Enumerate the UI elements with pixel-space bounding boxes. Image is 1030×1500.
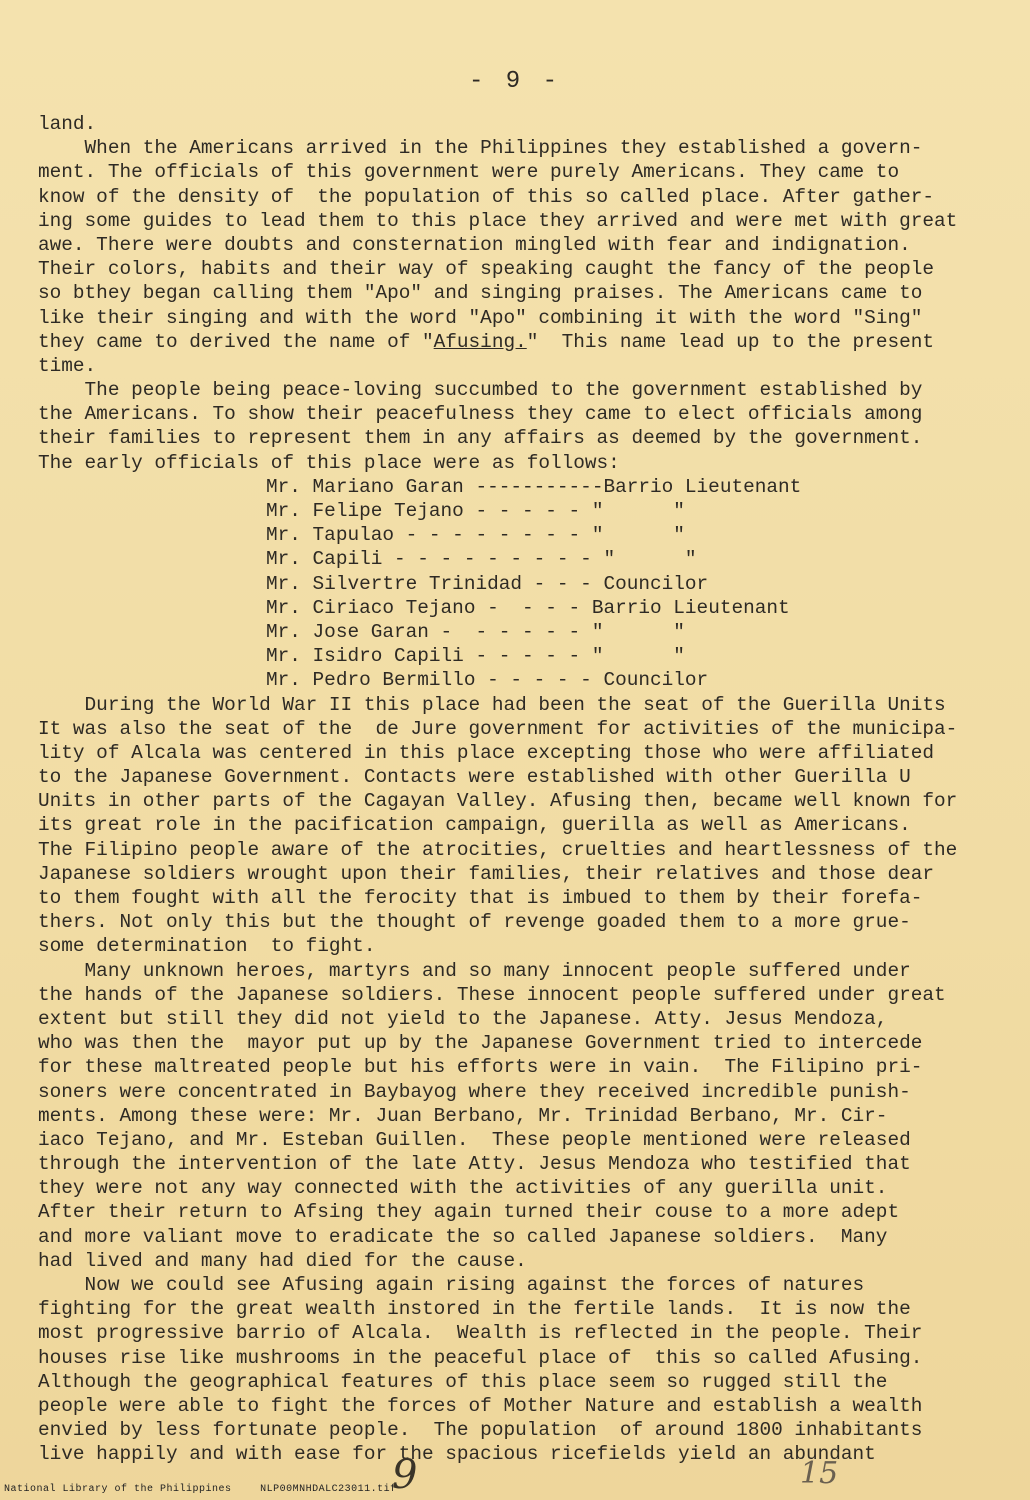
official-title: Barrio Lieutenant — [603, 475, 802, 498]
official-title: " " — [591, 500, 685, 522]
official-name: Mr. Silvertre Trinidad — [266, 572, 534, 595]
body-text — [38, 112, 998, 1467]
official-row — [266, 499, 998, 523]
afusing-line — [38, 330, 998, 354]
text-line: The early officials of this place were as follows: — [38, 451, 620, 474]
paragraph-block-c — [38, 693, 998, 1467]
text-line: some determination to fight. — [38, 935, 376, 958]
official-title: " " — [603, 548, 697, 571]
handwritten-page-mark: 9 — [392, 1452, 418, 1498]
text-line: Units in other parts of the Cagayan Valley. Afusing then, became well known for — [38, 790, 958, 813]
official-leader-dashes: ----------- — [475, 475, 604, 498]
official-leader-dashes: - - - — [533, 572, 604, 595]
footer-library: National Library of the Philippines — [4, 1484, 232, 1495]
text-line: lity of Alcala was centered in this place excepting those who were affiliated — [38, 741, 934, 764]
text-line: houses rise like mushrooms in the peaceful place of this so called Afusing. — [38, 1346, 923, 1369]
official-row — [266, 668, 998, 692]
text-line: like their singing and with the word "Apo" combining it with the word "Sing" — [38, 306, 923, 329]
footer-file: NLP00MNHDALC23011.tif — [260, 1484, 397, 1495]
text-line: Now we could see Afusing again rising against the forces of natures — [38, 1274, 865, 1296]
official-title: Councilor — [603, 572, 709, 595]
official-name: Mr. Felipe Tejano — [266, 500, 476, 522]
text-line: ing some guides to lead them to this place they arrived and were met with great — [38, 209, 958, 232]
official-leader-dashes: - - - - - - — [440, 620, 592, 643]
text-line: their families to represent them in any affairs as deemed by the government. — [38, 427, 923, 450]
text-line: Although the geographical features of this place seem so rugged still the — [38, 1370, 888, 1393]
text-line: awe. There were doubts and consternation mingled with fear and indignation. — [38, 233, 911, 256]
text-line: The people being peace-loving succumbed to the government established by — [38, 379, 923, 402]
text-line: The Filipino people aware of the atrocities, cruelties and heartlessness of the — [38, 838, 958, 861]
text-line: most progressive barrio of Alcala. Wealth is reflected in the people. Their — [38, 1322, 923, 1345]
text-line: During the World War II this place had been the seat of the Guerilla Units — [38, 693, 946, 716]
official-row — [266, 523, 998, 547]
official-name: Mr. Capili — [266, 548, 394, 571]
scan-footer — [4, 1484, 419, 1495]
text-line: the hands of the Japanese soldiers. These innocent people suffered under great — [38, 983, 946, 1006]
official-name: Mr. Ciriaco Tejano — [266, 596, 488, 619]
text-line: live happily and with ease for the spacious ricefields yield an abundant — [38, 1443, 876, 1466]
official-name: Mr. Isidro Capili — [266, 645, 476, 668]
official-leader-dashes: - - - - - - - - — [405, 524, 592, 547]
text-line: for these maltreated people but his efforts were in vain. The Filipino pri- — [38, 1056, 923, 1079]
text-line: people were able to fight the forces of Mother Nature and establish a wealth — [38, 1394, 923, 1417]
text-line: the Americans. To show their peacefulness they came to elect officials among — [38, 403, 923, 426]
text-line: its great role in the pacification campaign, guerilla as well as Americans. — [38, 814, 911, 837]
text-line: through the intervention of the late Atty. Jesus Mendoza who testified that — [38, 1153, 911, 1176]
text-line: thers. Not only this but the thought of revenge goaded them to a more grue- — [38, 911, 911, 934]
text-line: time. — [38, 354, 97, 377]
text-line: After their return to Afsing they again turned their couse to a more adept — [38, 1201, 900, 1224]
official-title: " " — [591, 645, 685, 668]
paragraph-block-a — [38, 112, 998, 330]
page-number: - 9 - — [468, 68, 561, 95]
official-name: Mr. Tapulao — [266, 524, 406, 547]
text-line: ments. Among these were: Mr. Juan Berbano, Mr. Trinidad Berbano, Mr. Cir- — [38, 1104, 888, 1127]
afusing-line-before: they came to derived the name of " — [38, 330, 434, 353]
official-title: " " — [591, 524, 685, 547]
officials-list — [38, 475, 998, 693]
official-name: Mr. Pedro Bermillo — [266, 669, 488, 692]
text-line: It was also the seat of the de Jure government for activities of the municipa- — [38, 717, 958, 740]
official-row — [266, 475, 998, 499]
text-line: Japanese soldiers wrought upon their families, their relatives and those dear — [38, 862, 934, 885]
official-row — [266, 547, 998, 571]
paragraph-block-b — [38, 354, 998, 475]
text-line: soners were concentrated in Baybayog where they received incredible punish- — [38, 1080, 911, 1103]
official-leader-dashes: - - - - - — [487, 669, 604, 692]
text-line: who was then the mayor put up by the Japanese Government tried to intercede — [38, 1032, 923, 1055]
text-line: Many unknown heroes, martyrs and so many innocent people suffered under — [38, 959, 911, 982]
official-title: " " — [591, 620, 685, 643]
text-line: so bthey began calling them "Apo" and singing praises. The Americans came to — [38, 282, 923, 305]
afusing-name-underlined: Afusing. — [433, 330, 527, 353]
text-line: they were not any way connected with the activities of any guerilla unit. — [38, 1177, 888, 1200]
text-line: to them fought with all the ferocity that is imbued to them by their forefa- — [38, 887, 923, 909]
official-row — [266, 596, 998, 620]
official-title: Councilor — [603, 669, 709, 692]
text-line: extent but still they did not yield to the Japanese. Atty. Jesus Mendoza, — [38, 1007, 888, 1030]
text-line: land. — [38, 113, 97, 135]
official-leader-dashes: - - - - - — [475, 500, 592, 522]
text-line: envied by less fortunate people. The population of around 1800 inhabitants — [38, 1419, 923, 1442]
text-line: ment. The officials of this government were purely Americans. They came to — [38, 161, 900, 184]
official-title: Barrio Lieutenant — [591, 596, 790, 619]
text-line: iaco Tejano, and Mr. Esteban Guillen. These people mentioned were released — [38, 1128, 911, 1151]
text-line: fighting for the great wealth instored in the fertile lands. It is now the — [38, 1298, 911, 1321]
handwritten-sheet-mark: 15 — [800, 1456, 839, 1491]
official-row — [266, 572, 998, 596]
official-name: Mr. Mariano Garan — [266, 475, 476, 498]
afusing-line-after: " This name lead up to the present — [526, 330, 935, 353]
text-line: and more valiant move to eradicate the so called Japanese soldiers. Many — [38, 1225, 888, 1248]
text-line: When the Americans arrived in the Philippines they established a govern- — [38, 137, 923, 160]
text-line: had lived and many had died for the cause. — [38, 1249, 527, 1272]
text-line: know of the density of the population of this so called place. After gather- — [38, 185, 934, 208]
text-line: to the Japanese Government. Contacts were established with other Guerilla U — [38, 766, 911, 789]
official-row — [266, 620, 998, 644]
text-line: Their colors, habits and their way of speaking caught the fancy of the people — [38, 258, 934, 281]
official-leader-dashes: - - - - — [487, 596, 592, 619]
official-row — [266, 644, 998, 668]
official-leader-dashes: - - - - - — [475, 645, 592, 668]
official-name: Mr. Jose Garan — [266, 620, 441, 643]
official-leader-dashes: - - - - - - - - - — [394, 548, 604, 571]
